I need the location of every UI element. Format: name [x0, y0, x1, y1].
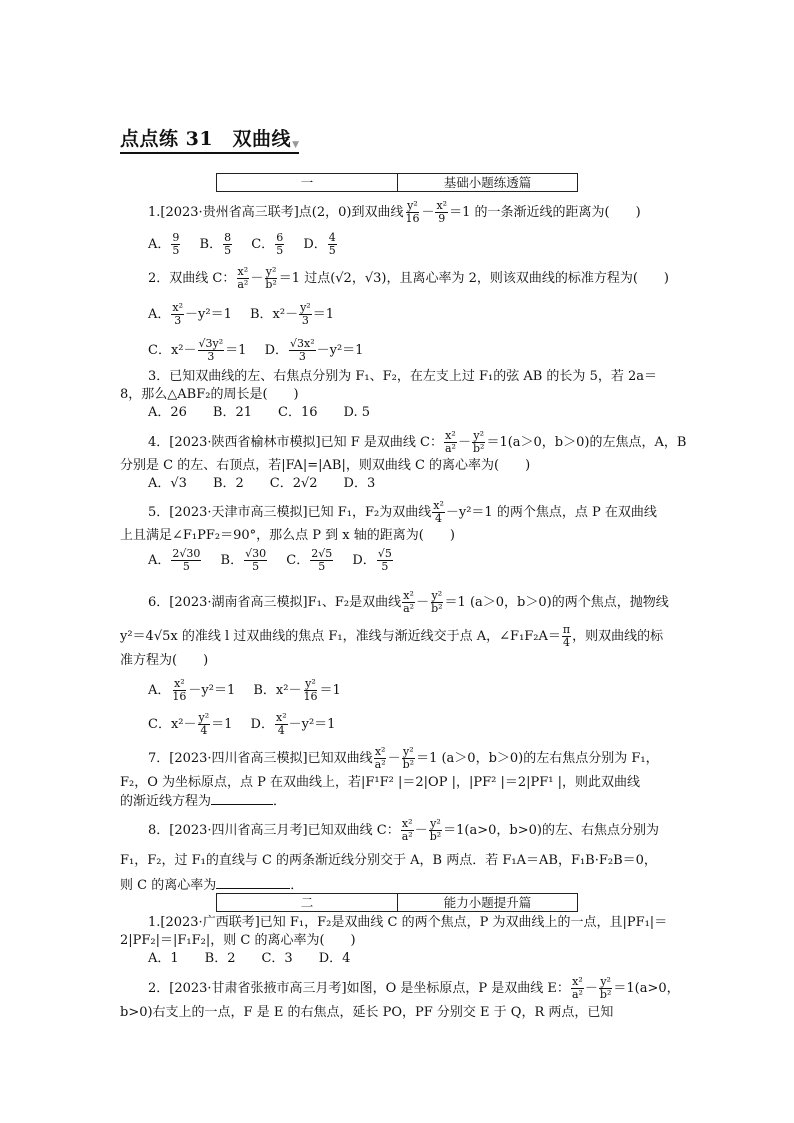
text: ＝1 (a＞0，b＞0)的两个焦点，抛物线: [444, 595, 669, 610]
text: －: [387, 751, 401, 766]
fraction: [571, 976, 584, 1001]
denominator: 9: [438, 212, 446, 225]
question-line: 8，那么△ABF₂的周长是( ): [120, 387, 299, 402]
options-line: [148, 232, 352, 257]
numerator: 6: [276, 231, 284, 244]
text: 2．双曲线 C：: [148, 271, 236, 286]
fraction: [472, 430, 485, 455]
denominator: 5: [224, 244, 232, 257]
section-name: 能力小题提升篇: [443, 895, 532, 910]
text: ，则双曲线的标: [572, 629, 664, 644]
text: －y²＝1 的两个焦点，点 P 在双曲线: [445, 505, 657, 520]
denominator: a²: [571, 988, 583, 1001]
denominator: 16: [405, 212, 420, 225]
numerator: π: [562, 623, 571, 636]
question-line: [148, 200, 641, 225]
option-label: B．x²－: [249, 307, 299, 322]
numerator: x²: [374, 745, 386, 758]
text: －: [414, 823, 428, 838]
text: ＝1: [225, 343, 247, 358]
denominator: a²: [445, 442, 456, 455]
denominator: 3: [207, 350, 215, 363]
section-header-1: [216, 173, 578, 192]
fraction: [198, 712, 211, 737]
text: －: [250, 271, 264, 286]
question-line: [120, 624, 663, 649]
numerator: x²: [174, 677, 185, 690]
option-label: A．: [148, 553, 171, 568]
numerator: x²: [436, 199, 448, 212]
fraction: [429, 818, 442, 843]
fraction: [171, 232, 180, 257]
numerator: y²: [431, 589, 443, 602]
fraction: [244, 548, 267, 573]
numerator: 8: [224, 231, 232, 244]
text: 的渐近线方程为: [120, 794, 212, 809]
numerator: √30: [245, 547, 267, 560]
denominator: 5: [172, 244, 180, 257]
section-number: 一: [217, 174, 398, 191]
text: 6．[2023·湖南省高三模拟]F₁、F₂是双曲线: [148, 595, 402, 610]
fraction: [377, 548, 393, 573]
text: ．: [290, 878, 304, 893]
text: 8．[2023·四川省高三月考]已知双曲线 C：: [148, 823, 400, 838]
question-line: 2|PF₂|＝|F₁F₂|，则 C 的离心率为( ): [120, 933, 356, 948]
text: ．: [273, 794, 287, 809]
question-line: F₁，F₂，过 F₁的直线与 C 的两条渐近线分别交于 A，B 两点．若 F₁A＝AB，F₁B·F₂B＝0，: [120, 853, 657, 868]
denominator: b²: [429, 830, 442, 843]
fraction: [264, 266, 277, 291]
section-number: 二: [217, 894, 398, 911]
option-label: D．: [303, 237, 327, 252]
numerator: x²: [275, 711, 287, 724]
option-label: B．: [199, 237, 223, 252]
option-label: D．: [352, 553, 376, 568]
question-line: [148, 976, 680, 1001]
text: －y²＝1: [185, 307, 232, 322]
fraction: [404, 200, 420, 225]
denominator: b²: [472, 442, 485, 455]
fraction: [435, 200, 448, 225]
denominator: b²: [599, 988, 612, 1001]
denominator: 16: [303, 690, 318, 703]
question-line: 1.[2023·广西联考]已知 F₁，F₂是双曲线 C 的两个焦点，P 为双曲线上的一点，且|PF₁|＝: [148, 915, 668, 930]
numerator: x²: [433, 499, 444, 512]
text: 4．[2023·陕西省榆林市模拟]已知 F 是双曲线 C：: [148, 435, 443, 450]
section-name: 基础小题练透篇: [443, 175, 532, 190]
fraction: [289, 338, 316, 363]
question-line: 3．已知双曲线的左、右焦点分别为 F₁、F₂，在左支上过 F₁的弦 AB 的长为 5，若 2a＝: [148, 369, 657, 384]
options-line: [148, 302, 348, 327]
question-line: 分别是 C 的左、右顶点，若|FA|=|AB|，则双曲线 C 的离心率为( ): [120, 458, 531, 473]
fraction: [402, 590, 415, 615]
denominator: a²: [401, 830, 413, 843]
denominator: 3: [174, 314, 182, 327]
options-line: [148, 548, 408, 573]
fraction: [374, 746, 387, 771]
fraction: [236, 266, 249, 291]
text: －: [584, 981, 598, 996]
options-line: [148, 678, 355, 703]
denominator: 5: [182, 560, 190, 573]
fraction: [302, 678, 318, 703]
fraction: [171, 678, 187, 703]
denominator: 5: [252, 560, 260, 573]
denominator: a²: [403, 602, 415, 615]
numerator: y²: [430, 817, 441, 830]
collapse-triangle-icon: ▼: [292, 140, 300, 150]
denominator: b²: [402, 758, 415, 771]
text: ＝1: [319, 683, 341, 698]
fraction: [299, 302, 312, 327]
question-line: [148, 500, 657, 525]
fraction: [562, 624, 571, 649]
text: ＝1 (a＞0，b＞0)的左右焦点分别为 F₁，: [416, 751, 659, 766]
numerator: y²: [403, 745, 414, 758]
option-label: C．x²－: [148, 343, 197, 358]
text: －y²＝1: [288, 717, 336, 732]
fraction: [401, 818, 414, 843]
fraction: [275, 232, 284, 257]
numerator: x²: [401, 817, 413, 830]
numerator: 2√5: [311, 547, 333, 560]
option-label: B．x²－: [253, 683, 302, 698]
option-label: B．: [220, 553, 244, 568]
numerator: x²: [572, 975, 583, 988]
denominator: 5: [381, 560, 389, 573]
text: －: [416, 595, 430, 610]
denominator: b²: [265, 278, 277, 291]
question-line: [148, 818, 659, 843]
fraction: [198, 338, 225, 363]
options-line: [148, 712, 349, 737]
text: ＝1: [211, 717, 233, 732]
denominator: 5: [276, 244, 284, 257]
numerator: y²: [305, 677, 316, 690]
text: －y²＝1: [316, 343, 364, 358]
denominator: 4: [435, 512, 443, 525]
option-label: D．: [250, 717, 274, 732]
fraction: [432, 500, 445, 525]
text: －: [457, 435, 471, 450]
question-line: F₂，O 为坐标原点，点 P 在双曲线上，若|F¹F² |＝2|OP |，|PF² |＝2|PF¹ |，则此双曲线: [120, 775, 640, 790]
options-line: A．26 B．21 C．16 D. 5: [148, 405, 371, 420]
text: 5．[2023·天津市高三模拟]已知 F₁，F₂为双曲线: [148, 505, 432, 520]
option-label: C．: [251, 237, 275, 252]
denominator: 5: [328, 244, 336, 257]
numerator: x²: [445, 429, 456, 442]
question-line: [148, 266, 669, 291]
denominator: 3: [298, 350, 306, 363]
text: ＝1: [312, 307, 334, 322]
text: 1.[2023·贵州省高三联考]点(2，0)到双曲线: [148, 205, 404, 220]
question-line: b>0)右支上的一点，F 是 E 的右焦点，延长 PO，PF 分别交 E 于 Q，R 两点，已知: [120, 1005, 614, 1020]
fraction: [599, 976, 612, 1001]
denominator: a²: [374, 758, 386, 771]
answer-blank[interactable]: [211, 792, 273, 805]
option-label: C．: [286, 553, 310, 568]
numerator: √5: [377, 547, 392, 560]
fraction: [430, 590, 443, 615]
fraction: [328, 232, 337, 257]
option-label: A．: [148, 237, 171, 252]
text: ＝1 过点(√2，√3)，且离心率为 2，则该双曲线的标准方程为( ): [278, 271, 670, 286]
options-line: A．1 B．2 C．3 D．4: [148, 951, 351, 966]
text: ＝1(a>0，b>0)的左、右焦点分别为: [443, 823, 659, 838]
denominator: b²: [431, 602, 443, 615]
text: ＝1 的一条渐近线的距离为( ): [449, 205, 641, 220]
numerator: 4: [328, 231, 336, 244]
denominator: a²: [237, 278, 249, 291]
fraction: [444, 430, 457, 455]
text: －: [421, 205, 435, 220]
question-line: 准方程为( ): [120, 653, 209, 668]
numerator: √3x²: [290, 337, 315, 350]
option-label: A．: [148, 683, 171, 698]
text: 则 C 的离心率为: [120, 878, 217, 893]
fraction: [275, 712, 288, 737]
option-label: C．x²－: [148, 717, 197, 732]
options-line: [148, 338, 377, 363]
numerator: x²: [172, 301, 184, 314]
fraction: [171, 548, 201, 573]
numerator: y²: [300, 301, 311, 314]
text: 7．[2023·四川省高三模拟]已知双曲线: [148, 751, 373, 766]
numerator: y²: [600, 975, 611, 988]
fraction: [402, 746, 415, 771]
option-label: D．: [264, 343, 288, 358]
numerator: y²: [198, 711, 210, 724]
denominator: 4: [200, 724, 208, 737]
page-title-text: 点点练 31 双曲线: [120, 128, 292, 150]
numerator: 2√30: [172, 547, 201, 560]
denominator: 3: [301, 314, 309, 327]
section-header-2: [216, 893, 578, 912]
answer-blank[interactable]: [216, 876, 290, 889]
question-line: [148, 746, 659, 771]
numerator: x²: [237, 265, 249, 278]
denominator: 16: [172, 690, 187, 703]
text: ＝1(a＞0，b＞0)的左焦点，A，B: [486, 435, 687, 450]
options-line: A．√3 B．2 C．2√2 D．3: [148, 476, 376, 491]
numerator: 9: [172, 231, 180, 244]
denominator: 4: [277, 724, 285, 737]
denominator: 4: [563, 636, 571, 649]
text: －y²＝1: [188, 683, 236, 698]
question-line: [120, 792, 286, 811]
numerator: y²: [265, 265, 277, 278]
fraction: [171, 302, 184, 327]
numerator: y²: [407, 199, 418, 212]
fraction: [310, 548, 333, 573]
text: ＝1(a>0，: [613, 981, 680, 996]
question-line: [148, 430, 686, 455]
text: 2．[2023·甘肃省张掖市高三月考]如图，O 是坐标原点，P 是双曲线 E：: [148, 981, 570, 996]
question-line: 上且满足∠F₁PF₂＝90°，那么点 P 到 x 轴的距离为( ): [120, 528, 455, 543]
question-line: [148, 590, 669, 615]
option-label: A．: [148, 307, 171, 322]
denominator: 5: [318, 560, 326, 573]
numerator: √3y²: [198, 337, 224, 350]
numerator: y²: [473, 429, 485, 442]
fraction: [223, 232, 232, 257]
page-title: [120, 124, 299, 154]
numerator: x²: [403, 589, 414, 602]
text: y²＝4√5x 的准线 l 过双曲线的焦点 F₁，准线与渐近线交于点 A，∠F₁F₂A＝: [120, 629, 561, 644]
